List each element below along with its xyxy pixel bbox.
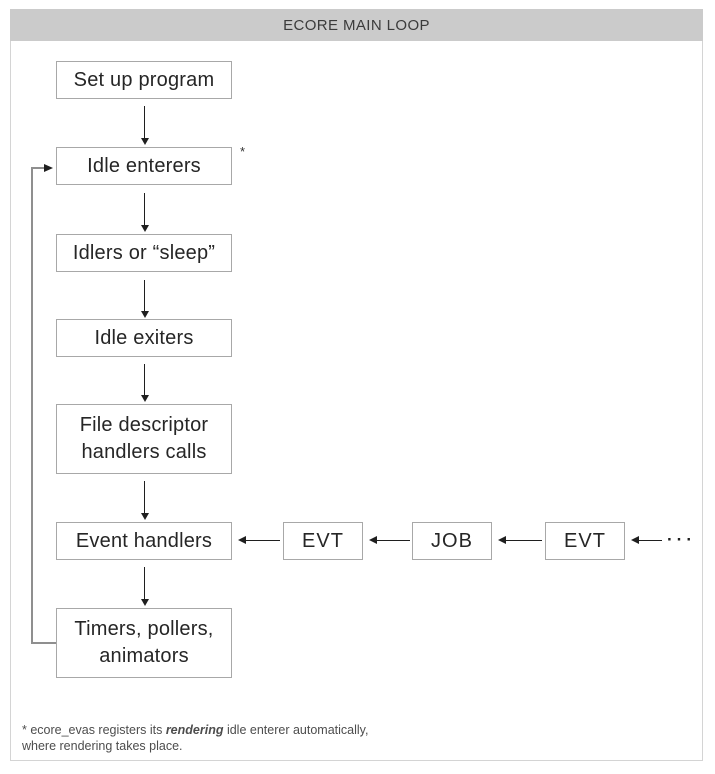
left-arrow-icon [506,540,542,541]
chain-box-label: EVT [302,529,344,552]
footnote [22,722,452,754]
left-arrow-icon [246,540,280,541]
flow-box-label: Set up program [73,68,215,91]
chain-box-label: EVT [564,529,606,552]
flow-box-label: File descriptor handlers calls [79,414,209,463]
loop-back-line-vertical [31,167,33,644]
footnote-line-2: where rendering takes place. [22,739,183,753]
footnote-emphasis: rendering [165,723,224,737]
flow-box-label: Timers, pollers, animators [74,618,214,667]
down-arrow-icon [144,364,145,395]
flow-box-label: Idlers or “sleep” [72,241,216,264]
flow-box-idle-exiters [56,319,232,357]
loop-back-line-top [31,167,44,169]
loop-back-line-bottom [31,642,56,644]
asterisk-marker: * [240,144,246,159]
down-arrow-icon [144,567,145,599]
right-arrowhead-icon [44,164,53,172]
flow-box-label: Idle enterers [87,154,201,177]
footnote-text: * ecore_evas registers its [22,723,166,737]
ellipsis-dots: ··· [667,530,696,549]
footnote-line-1 [22,722,452,738]
chain-box-label: JOB [431,529,473,552]
down-arrow-icon [144,481,145,513]
diagram-title-bar [10,9,703,41]
down-arrow-icon [144,106,145,138]
down-arrow-icon [144,193,145,225]
footnote-text: idle enterer automatically, [223,723,369,737]
event-chain-box-evt-2 [545,522,625,560]
down-arrow-icon [144,280,145,311]
flow-box-idle-enterers [56,147,232,185]
diagram-title: ECORE MAIN LOOP [283,16,430,34]
event-chain-box-evt-1 [283,522,363,560]
flow-box-label: Event handlers [75,529,213,552]
flow-box-idlers-or-sleep [56,234,232,272]
flow-box-file-descriptor-handlers [56,404,232,474]
left-arrow-icon [639,540,662,541]
flow-box-event-handlers [56,522,232,560]
event-chain-box-job [412,522,492,560]
flow-box-set-up-program [56,61,232,99]
flow-box-timers-pollers-animators [56,608,232,678]
flow-box-label: Idle exiters [94,326,194,349]
left-arrow-icon [377,540,410,541]
